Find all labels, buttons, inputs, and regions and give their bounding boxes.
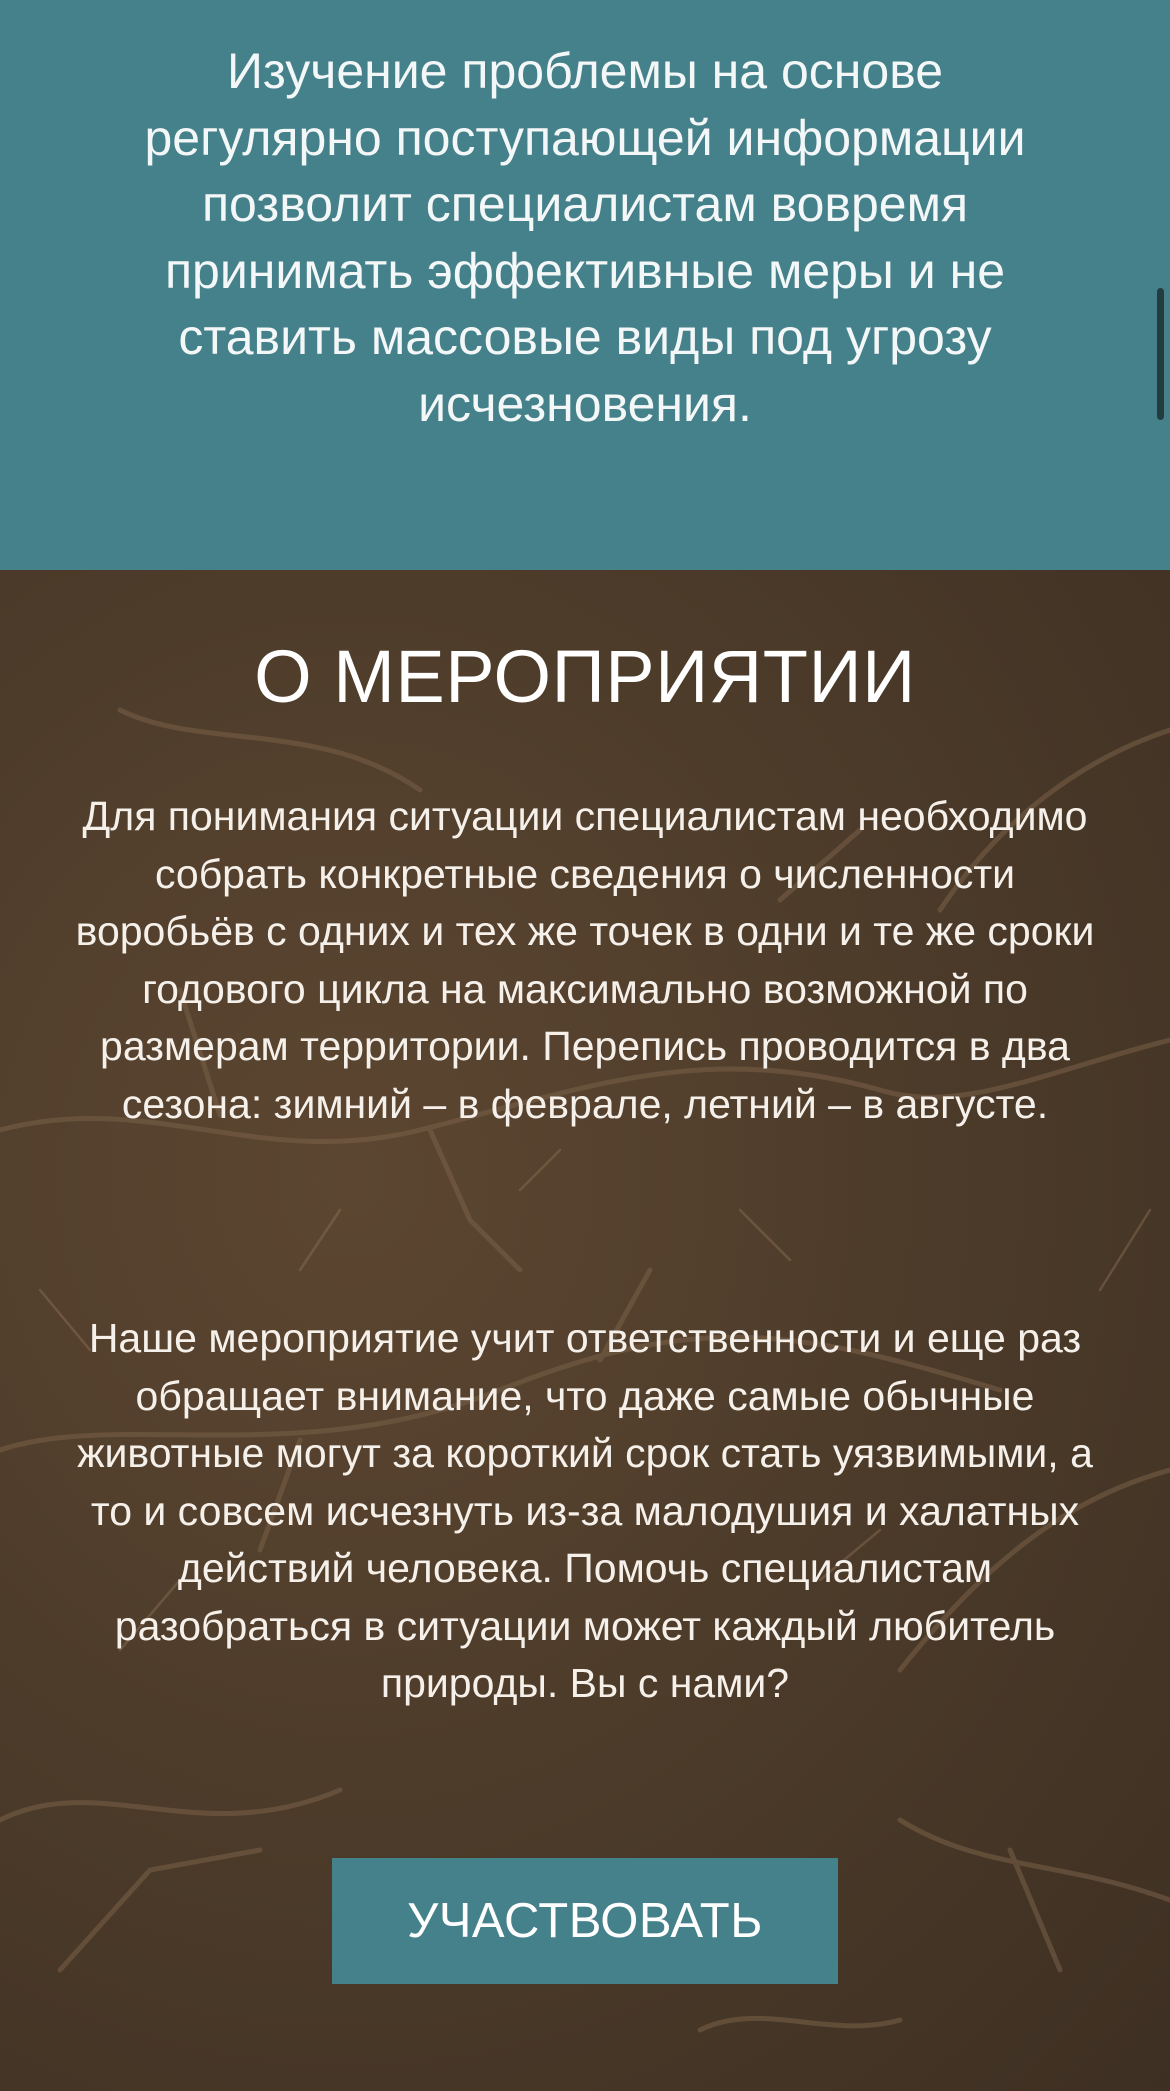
section-title: О МЕРОПРИЯТИИ bbox=[254, 635, 916, 718]
about-section bbox=[0, 570, 1170, 2091]
scrollbar-thumb[interactable] bbox=[1157, 288, 1164, 420]
about-paragraph-2: Наше мероприятие учит ответственности и еще раз обращает внимание, что даже самые обычные животные могут за короткий срок стать уязвимыми, а то и совсем исчезнуть из-за малодушия и халатных действий человека. Помочь специалистам разобраться в ситуации может каждый любитель природы. Вы с нами? bbox=[77, 1315, 1093, 1706]
about-paragraph-1: Для понимания ситуации специалистам необходимо собрать конкретные сведения о численности воробьёв с одних и тех же точек в одни и те же сроки годового цикла на максимально возможной по размерам территории. Перепись проводится в два сезона: зимний – в феврале, летний – в августе. bbox=[75, 793, 1095, 1127]
intro-text: Изучение проблемы на основе регулярно поступающей информации позволит специалистам вовремя принимать эффективные меры и не ставить массовые виды под угрозу исчезновения. bbox=[144, 43, 1026, 432]
intro-section bbox=[0, 0, 1170, 570]
participate-button[interactable]: УЧАСТВОВАТЬ bbox=[332, 1858, 838, 1984]
